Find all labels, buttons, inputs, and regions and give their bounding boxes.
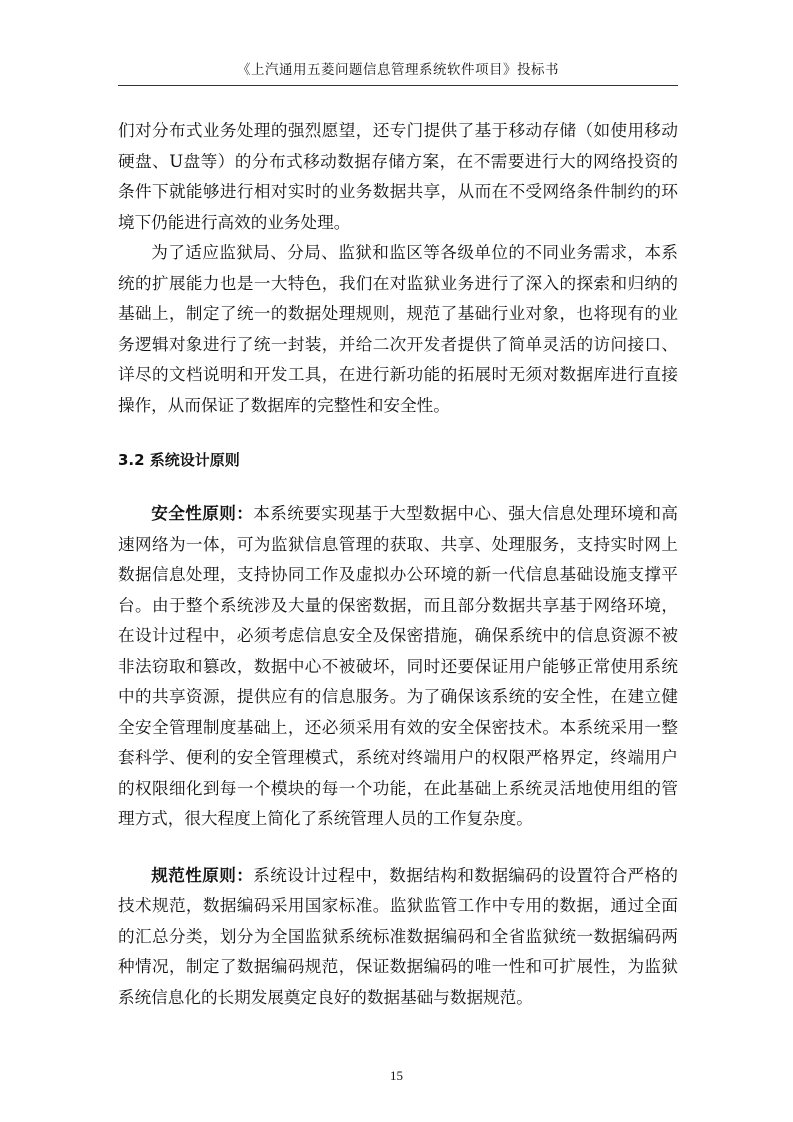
security-principle-text: 本系统要实现基于大型数据中心、强大信息处理环境和高速网络为一体，可为监狱信息管理的获取、共享、处理服务，支持实时网上数据信息处理，支持协同工作及虚拟办公环境的新一代信息基础设施支撑平台。由于整个系统涉及大量的保密数据，而且部分数据共享基于网络环境，在设计过程中，必须考虑信息安全及保密措施，确保系统中的信息资源不被非法窃取和篡改，数据中心不被破坏，同时还要保证用户能够正常使用系统中的共享资源，提供应有的信息服务。为了确保该系统的安全性，在建立健全安全管理制度基础上，还必须采用有效的安全保密技术。本系统采用一整套科学、便利的安全管理模式，系统对终端用户的权限严格界定，终端用户的权限细化到每一个模块的每一个功能，在此基础上系统灵活地使用组的管理方式，很大程度上简化了系统管理人员的工作复杂度。 (118, 504, 679, 828)
section-heading: 3.2 系统设计原则 (118, 451, 240, 469)
paragraph-security-principle (118, 499, 678, 835)
paragraph-extensibility: 为了适应监狱局、分局、监狱和监区等各级单位的不同业务需求，本系统的扩展能力也是一大特色，我们在对监狱业务进行了深入的探索和归纳的基础上，制定了统一的数据处理规则，规范了基础行业对象，也将现有的业务逻辑对象进行了统一封装，并给二次开发者提供了简单灵活的访问接口、详尽的文档说明和开发工具，在进行新功能的拓展时无须对数据库进行直接操作，从而保证了数据库的完整性和安全性。 (118, 243, 678, 415)
page-header-title: 《上汽通用五菱问题信息管理系统软件项目》投标书 (237, 62, 559, 78)
normative-principle-lead: 规范性原则： (151, 865, 254, 885)
normative-principle-text: 系统设计过程中，数据结构和数据编码的设置符合严格的技术规范，数据编码采用国家标准。监狱监管工作中专用的数据，通过全面的汇总分类，划分为全国监狱系统标准数据编码和全省监狱统一数据编码两种情况，制定了数据编码规范，保证数据编码的唯一性和可扩展性，为监狱系统信息化的长期发展奠定良好的数据基础与数据规范。 (118, 865, 679, 1007)
header-rule (118, 85, 678, 86)
paragraph-continued: 们对分布式业务处理的强烈愿望，还专门提供了基于移动存储（如使用移动硬盘、U盘等）的分布式移动数据存储方案，在不需要进行大的网络投资的条件下就能够进行相对实时的业务数据共享，从而在不受网络条件制约的环境下仍能进行高效的业务处理。 (118, 121, 678, 232)
document-body (118, 116, 678, 1013)
page-number: 15 (390, 1068, 403, 1083)
security-principle-lead: 安全性原则： (151, 504, 254, 523)
paragraph-normative-principle (118, 861, 678, 1014)
